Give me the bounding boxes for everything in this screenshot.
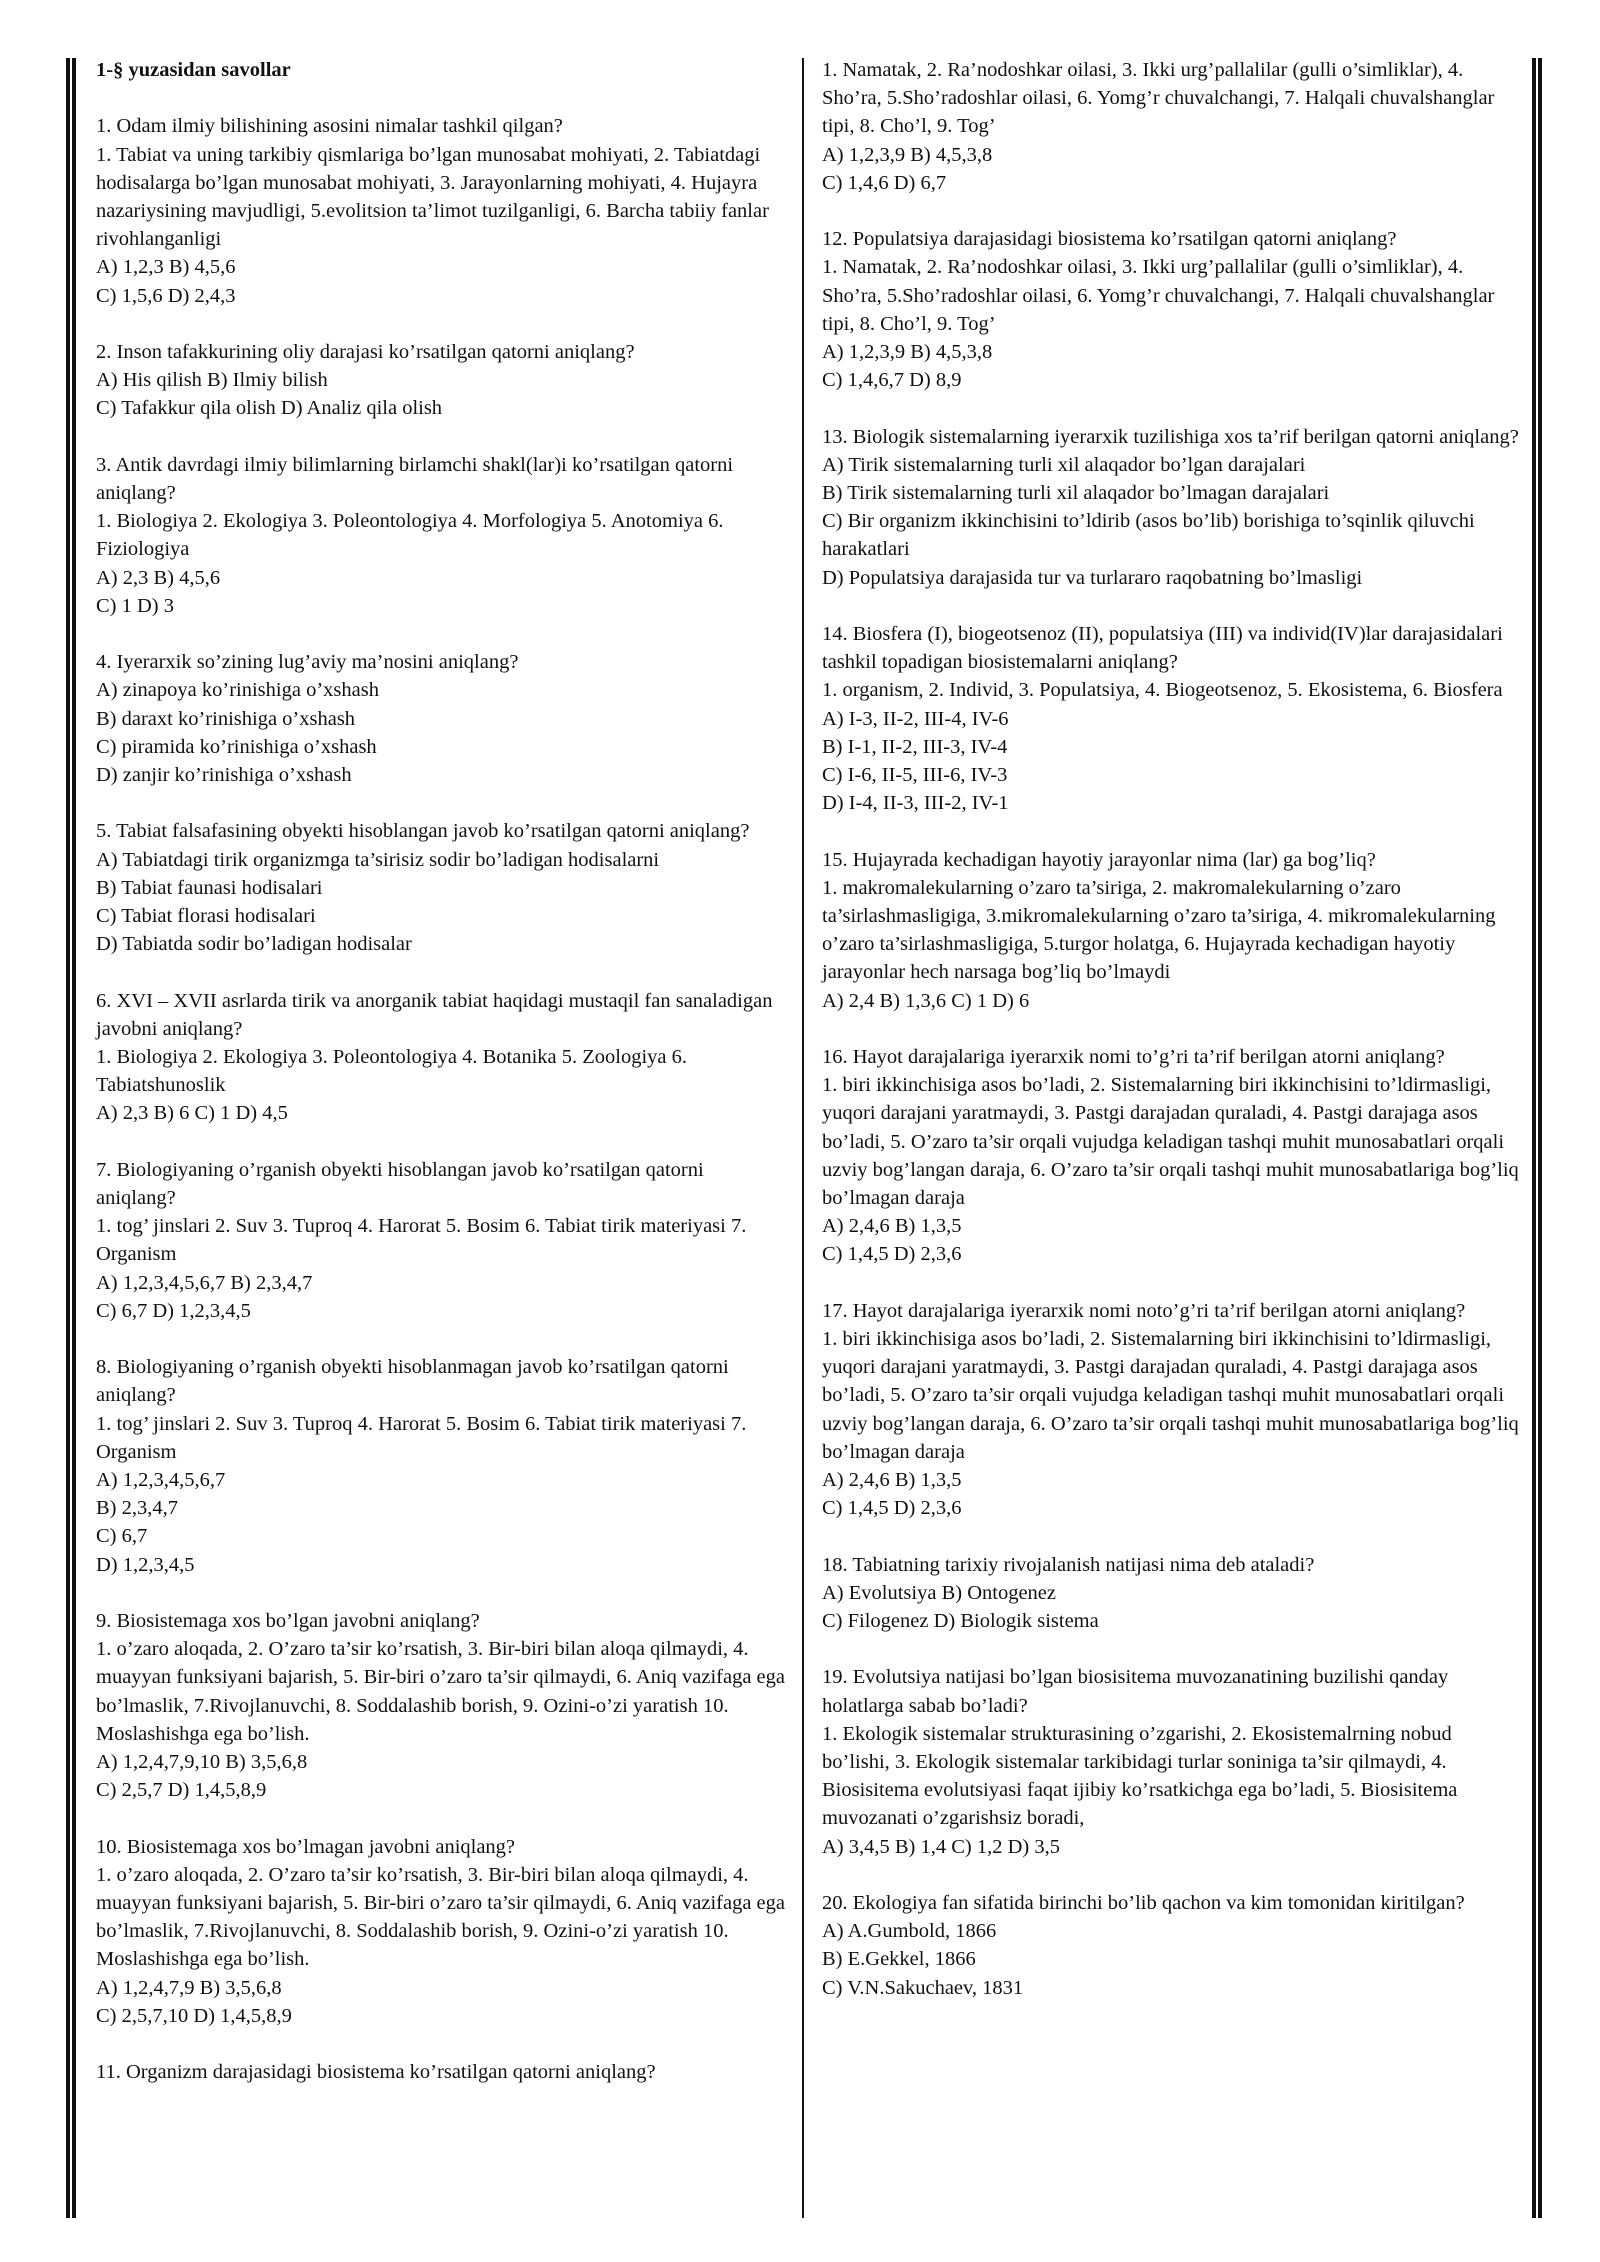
answer-option: B) Tabiat faunasi hodisalari [96,876,323,899]
answer-option: A) Evolutsiya B) Ontogenez [822,1581,1056,1604]
left-question-list [96,112,786,2086]
question-block [96,648,786,789]
answer-option: D) Populatsiya darajasida tur va turlararo raqobatning bo’lmasligi [822,566,1363,589]
answer-option: A) Tirik sistemalarning turli xil alaqador bo’lgan darajalari [822,453,1306,476]
question-stem: 1. o’zaro aloqada, 2. O’zaro ta’sir ko’rsatish, 3. Bir-biri bilan aloqa qilmaydi, 4. muayyan funksiyani bajarish, 5. Bir-biri o’zaro ta’sir qilmaydi, 6. Aniq vazifaga ega bo’lmaslik, 7.Rivojlanuvchi, 8. Soddalashib borish, 9. Ozini-o’zi yaratish 10. Moslashishga ega bo’lish. [96,1863,785,1971]
question-text: 14. Biosfera (I), biogeotsenoz (II), populatsiya (III) va individ(IV)lar darajasidalari tashkil topadigan biosistemalarni aniqlang? [822,623,1503,674]
answer-option: A) A.Gumbold, 1866 [822,1920,997,1943]
answer-option: A) 2,4,6 B) 1,3,5 [822,1469,962,1492]
question-block [822,620,1520,817]
question-stem: 1. tog’ jinslari 2. Suv 3. Tuproq 4. Harorat 5. Bosim 6. Tabiat tirik materiyasi 7. Organism [96,1215,747,1266]
question-block [822,1297,1520,1523]
question-block [96,338,786,423]
question-text: 11. Organizm darajasidagi biosistema ko’rsatilgan qatorni aniqlang? [96,2061,656,2084]
question-stem: 1. Namatak, 2. Ra’nodoshkar oilasi, 3. Ikki urg’pallalilar (gulli o’simliklar), 4. Sho’ra, 5.Sho’radoshlar oilasi, 6. Yomg’r chuvalchangi, 7. Halqali chuvalshanglar tipi, 8. Cho’l, 9. Tog’ [822,59,1495,138]
question-block [96,987,786,1128]
answer-option: A) 1,2,3,4,5,6,7 [96,1469,226,1492]
question-text: 17. Hayot darajalariga iyerarxik nomi noto’g’ri ta’rif berilgan atorni aniqlang? [822,1299,1466,1322]
answer-option: D) I-4, II-3, III-2, IV-1 [822,792,1009,815]
answer-option: C) V.N.Sakuchaev, 1831 [822,1976,1024,1999]
answer-option: C) piramida ko’rinishiga o’xshash [96,735,377,758]
right-margin-rule [1532,58,1542,2218]
question-text: 2. Inson tafakkurining oliy darajasi ko’rsatilgan qatorni aniqlang? [96,341,635,363]
question-text: 10. Biosistemaga xos bo’lmagan javobni aniqlang? [96,1835,516,1858]
answer-option: A) 2,4,6 B) 1,3,5 [822,1215,962,1238]
question-text: 15. Hujayrada kechadigan hayotiy jarayonlar nima (lar) ga bog’liq? [822,848,1376,871]
answer-option: C) 1,4,6 D) 6,7 [822,171,947,194]
answer-option: D) Tabiatda sodir bo’ladigan hodisalar [96,933,412,956]
answer-option: A) 2,4 B) 1,3,6 C) 1 D) 6 [822,989,1030,1012]
answer-option: D) zanjir ko’rinishiga o’xshash [96,764,352,787]
answer-option: C) 1 D) 3 [96,594,175,617]
answer-option: A) His qilish B) Ilmiy bilish [96,369,328,392]
answer-option: C) 1,5,6 D) 2,4,3 [96,284,236,307]
right-question-list [822,56,1520,2002]
answer-option: A) 1,2,4,7,9 B) 3,5,6,8 [96,1976,282,1999]
left-column [96,56,786,2115]
answer-option: A) 1,2,4,7,9,10 B) 3,5,6,8 [96,1751,308,1774]
answer-option: C) Bir organizm ikkinchisini to’ldirib (asos bo’lib) borishiga to’sqinlik qiluvchi harakatlari [822,510,1475,561]
section-heading: 1-§ yuzasidan savollar [96,59,291,81]
question-block [822,56,1520,197]
question-stem: 1. Biologiya 2. Ekologiya 3. Poleontologiya 4. Morfologiya 5. Anotomiya 6. Fiziologiya [96,510,724,561]
answer-option: C) 2,5,7 D) 1,4,5,8,9 [96,1779,267,1802]
answer-option: A) zinapoya ko’rinishiga o’xshash [96,679,379,702]
answer-option: B) I-1, II-2, III-3, IV-4 [822,735,1008,758]
question-stem: 1. Tabiat va uning tarkibiy qismlariga bo’lgan munosabat mohiyati, 2. Tabiatdagi hodisalarga bo’lgan munosabat mohiyati, 3. Jarayonlarning mohiyati, 4. Hujayra nazariysining mavjudligi, 5.evolitsion ta’limot tuzilganligi, 6. Barcha tabiiy fanlar rivohlanganligi [96,143,769,251]
answer-option: C) Tabiat florasi hodisalari [96,905,316,928]
answer-option: D) 1,2,3,4,5 [96,1553,195,1576]
question-text: 9. Biosistemaga xos bo’lgan javobni aniqlang? [96,1610,480,1633]
question-stem: 1. tog’ jinslari 2. Suv 3. Tuproq 4. Harorat 5. Bosim 6. Tabiat tirik materiyasi 7. Organism [96,1412,747,1463]
answer-option: C) Tafakkur qila olish D) Analiz qila olish [96,397,443,420]
answer-option: B) E.Gekkel, 1866 [822,1948,976,1971]
question-text: 18. Tabiatning tarixiy rivojalanish natijasi nima deb ataladi? [822,1553,1315,1576]
answer-option: A) 2,3 B) 6 C) 1 D) 4,5 [96,1102,288,1125]
right-column [822,56,1520,2030]
answer-option: A) 3,4,5 B) 1,4 C) 1,2 D) 3,5 [822,1835,1061,1858]
question-text: 12. Populatsiya darajasidagi biosistema ko’rsatilgan qatorni aniqlang? [822,228,1397,251]
question-block [96,1156,786,1325]
answer-option: C) 6,7 D) 1,2,3,4,5 [96,1299,251,1322]
answer-option: A) I-3, II-2, III-4, IV-6 [822,707,1009,730]
answer-option: B) Tirik sistemalarning turli xil alaqador bo’lmagan darajalari [822,482,1330,505]
answer-option: B) 2,3,4,7 [96,1497,178,1520]
answer-option: B) daraxt ko’rinishiga o’xshash [96,707,356,730]
answer-option: A) 1,2,3,9 B) 4,5,3,8 [822,143,993,166]
answer-option: C) 1,4,6,7 D) 8,9 [822,369,962,392]
answer-option: A) 1,2,3 B) 4,5,6 [96,256,236,279]
question-block [96,112,786,309]
question-block [96,451,786,620]
answer-option: A) 2,3 B) 4,5,6 [96,566,221,589]
question-text: 16. Hayot darajalariga iyerarxik nomi to’g’ri ta’rif berilgan atorni aniqlang? [822,1046,1445,1069]
question-block [822,1889,1520,2002]
question-text: 7. Biologiyaning o’rganish obyekti hisoblangan javob ko’rsatilgan qatorni aniqlang? [96,1158,704,1210]
question-text: 19. Evolutsiya natijasi bo’lgan biosisitema muvozanatining buzilishi qanday holatlarga sabab bo’ladi? [822,1666,1449,1717]
question-text: 5. Tabiat falsafasining obyekti hisoblangan javob ko’rsatilgan qatorni aniqlang? [96,820,750,843]
question-stem: 1. biri ikkinchisiga asos bo’ladi, 2. Sistemalarning biri ikkinchisini to’ldirmasligi, yuqori darajani yaratmaydi, 3. Pastgi darajadan quraladi, 4. Pastgi darajaga asos bo’ladi, 5. O’zaro ta’sir orqali vujudga keladigan tashqi muhit munosabatlari orqali uzviy bog’langan daraja, 6. O’zaro ta’sir orqali tashqi muhit munosabatlariga bog’liq bo’lmagan daraja [822,1328,1519,1463]
column-divider [802,58,804,2218]
answer-option: C) 1,4,5 D) 2,3,6 [822,1497,962,1520]
question-block [822,1663,1520,1860]
answer-option: A) 1,2,3,4,5,6,7 B) 2,3,4,7 [96,1271,313,1294]
question-stem: 1. makromalekularning o’zaro ta’siriga, 2. makromalekularning o’zaro ta’sirlashmasligiga, 3.mikromalekularning o’zaro ta’siriga, 4. mikromalekularning o’zaro ta’sirlashmasligiga, 5.turgor holatga, 6. Hujayrada kechadigan hayotiy jarayonlar hech narsaga bog’liq bo’lmaydi [822,876,1496,984]
answer-option: A) 1,2,3,9 B) 4,5,3,8 [822,341,993,364]
question-text: 13. Biologik sistemalarning iyerarxik tuzilishiga xos ta’rif berilgan qatorni aniqlang? [822,425,1519,448]
left-margin-rule [66,58,76,2218]
question-block [822,423,1520,592]
question-block [96,2058,786,2086]
question-block [96,1833,786,2030]
answer-option: A) Tabiatdagi tirik organizmga ta’sirisiz sodir bo’ladigan hodisalarni [96,848,660,871]
answer-option: C) 6,7 [96,1525,148,1548]
question-stem: 1. organism, 2. Individ, 3. Populatsiya, 4. Biogeotsenoz, 5. Ekosistema, 6. Biosfera [822,679,1503,702]
answer-option: C) I-6, II-5, III-6, IV-3 [822,764,1008,787]
question-stem: 1. biri ikkinchisiga asos bo’ladi, 2. Sistemalarning biri ikkinchisini to’ldirmasligi, yuqori darajani yaratmaydi, 3. Pastgi darajadan quraladi, 4. Pastgi darajaga asos bo’ladi, 5. O’zaro ta’sir orqali vujudga keladigan tashqi muhit munosabatlari orqali uzviy bog’langan daraja, 6. O’zaro ta’sir orqali tashqi muhit munosabatlariga bog’liq bo’lmagan daraja [822,1074,1519,1210]
answer-option: C) 2,5,7,10 D) 1,4,5,8,9 [96,2004,292,2027]
answer-option: C) 1,4,5 D) 2,3,6 [822,1243,962,1266]
question-text: 8. Biologiyaning o’rganish obyekti hisoblanmagan javob ko’rsatilgan qatorni aniqlang? [96,1356,729,1407]
answer-option: C) Filogenez D) Biologik sistema [822,1610,1099,1633]
question-block [822,225,1520,394]
question-block [96,817,786,958]
question-stem: 1. o’zaro aloqada, 2. O’zaro ta’sir ko’rsatish, 3. Bir-biri bilan aloqa qilmaydi, 4. muayyan funksiyani bajarish, 5. Bir-biri o’zaro ta’sir qilmaydi, 6. Aniq vazifaga ega bo’lmaslik, 7.Rivojlanuvchi, 8. Soddalashib borish, 9. Ozini-o’zi yaratish 10. Moslashishga ega bo’lish. [96,1638,785,1745]
question-text: 4. Iyerarxik so’zining lug’aviy ma’nosini aniqlang? [96,651,519,674]
question-block [822,1043,1520,1269]
question-block [96,1353,786,1579]
question-text: 20. Ekologiya fan sifatida birinchi bo’lib qachon va kim tomonidan kiritilgan? [822,1892,1465,1915]
question-block [822,846,1520,1015]
question-text: 1. Odam ilmiy bilishining asosini nimalar tashkil qilgan? [96,115,563,138]
question-block [96,1607,786,1804]
question-stem: 1. Namatak, 2. Ra’nodoshkar oilasi, 3. Ikki urg’pallalilar (gulli o’simliklar), 4. Sho’ra, 5.Sho’radoshlar oilasi, 6. Yomg’r chuvalchangi, 7. Halqali chuvalshanglar tipi, 8. Cho’l, 9. Tog’ [822,256,1495,335]
question-text: 6. XVI – XVII asrlarda tirik va anorganik tabiat haqidagi mustaqil fan sanaladigan javobni aniqlang? [96,989,773,1040]
question-text: 3. Antik davrdagi ilmiy bilimlarning birlamchi shakl(lar)i ko’rsatilgan qatorni aniqlang? [96,453,734,504]
question-stem: 1. Biologiya 2. Ekologiya 3. Poleontologiya 4. Botanika 5. Zoologiya 6. Tabiatshunoslik [96,1046,688,1097]
question-stem: 1. Ekologik sistemalar strukturasining o’zgarishi, 2. Ekosistemalrning nobud bo’lishi, 3. Ekologik sistemalar tarkibidagi turlar soniniga ta’sir qilmaydi, 4. Biosisitema evolutsiyasi faqat ijibiy ko’rsatkichga ega bo’ladi, 5. Biosisitema muvozanati o’zgarishsiz boradi, [822,1722,1458,1830]
question-block [822,1551,1520,1636]
